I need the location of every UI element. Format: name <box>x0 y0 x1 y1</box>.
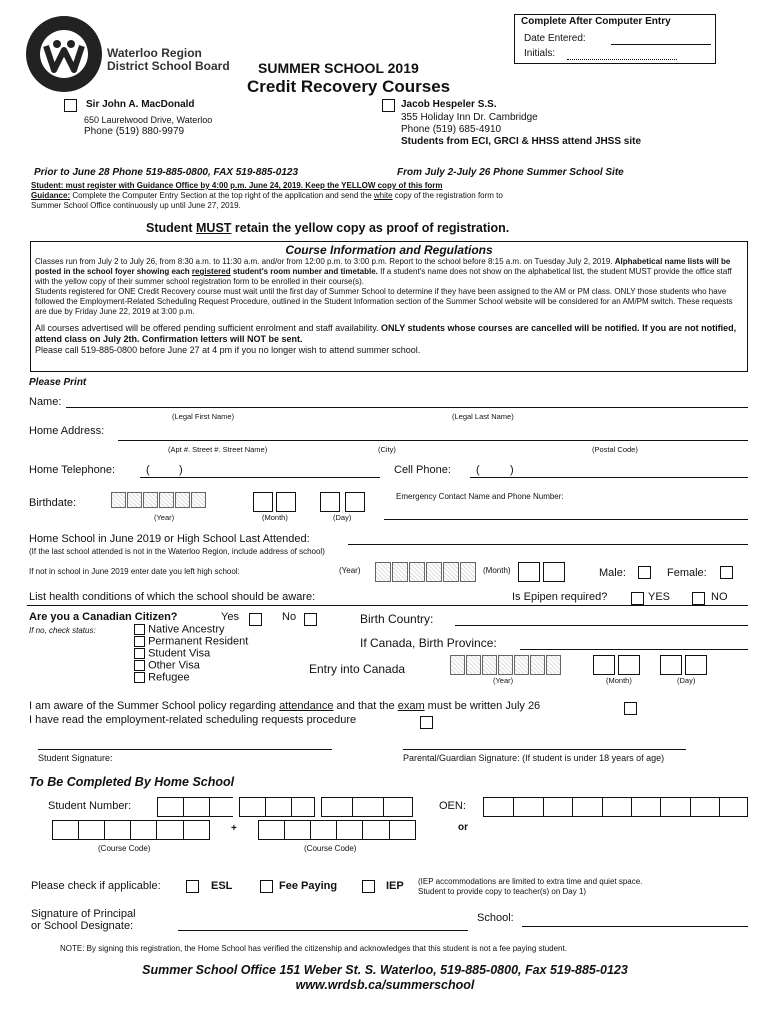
female-label: Female: <box>667 567 707 579</box>
student-signature-field[interactable] <box>38 749 332 750</box>
retain-notice <box>146 221 509 235</box>
epipen-no-label: NO <box>711 591 728 603</box>
p1e: If a student's name does not show on the alphabetical list, the student MUST provide the office staff with the yellow copy of their summer school registration form to be enrolled in their course(s). <box>35 267 732 286</box>
retain-post: retain the yellow copy as proof of registration. <box>231 221 510 235</box>
birthdate-label: Birthdate: <box>29 497 77 509</box>
wrdsb-logo <box>24 14 104 94</box>
board-name-line2: District School Board <box>107 59 230 73</box>
initials-label: Initials: <box>524 48 556 59</box>
course-info-p3 <box>35 323 743 345</box>
course-code-1-caption: (Course Code) <box>98 844 151 853</box>
birth-province-field[interactable] <box>520 649 748 650</box>
reg-guidance-line <box>31 191 503 200</box>
left-month-box-1[interactable] <box>518 562 540 582</box>
left-year-boxes[interactable] <box>375 562 477 587</box>
oen-boxes[interactable] <box>483 797 748 817</box>
home-telephone-field[interactable] <box>140 477 380 478</box>
school-field[interactable] <box>522 926 748 927</box>
left-month-box-2[interactable] <box>543 562 565 582</box>
p3a: All courses advertised will be offered pending sufficient enrolment and staff availability. <box>35 323 382 333</box>
status-refugee-label: Refugee <box>148 671 190 684</box>
office-box-title: Complete After Computer Entry <box>521 16 671 27</box>
emergency-contact-label: Emergency Contact Name and Phone Number: <box>396 492 564 501</box>
home-school-field[interactable] <box>348 544 748 545</box>
status-student-visa-label: Student Visa <box>148 647 211 660</box>
please-print: Please Print <box>29 377 87 388</box>
left-year-caption: (Year) <box>339 566 361 575</box>
page-subtitle: Credit Recovery Courses <box>247 77 451 96</box>
fee-paying-checkbox[interactable] <box>260 880 273 893</box>
birth-month-caption: (Month) <box>262 513 288 522</box>
birth-province-label: If Canada, Birth Province: <box>360 636 497 650</box>
student-signature-label: Student Signature: <box>38 753 113 763</box>
principal-label-1: Signature of Principal <box>31 908 136 920</box>
status-permanent-label: Permanent Resident <box>148 635 249 648</box>
status-other-visa[interactable] <box>134 660 248 672</box>
citizen-no-checkbox[interactable] <box>304 613 317 626</box>
or-label: or <box>458 822 468 833</box>
cell-phone-field[interactable] <box>470 477 748 478</box>
footer-address: Summer School Office 151 Weber St. S. Waterloo, 519-885-0800, Fax 519-885-0123 <box>142 963 628 977</box>
check-applicable-label: Please check if applicable: <box>31 880 161 892</box>
site2-checkbox[interactable] <box>382 99 395 112</box>
principal-signature-field[interactable] <box>178 930 468 931</box>
citizen-yes-label: Yes <box>221 611 239 623</box>
school-label: School: <box>477 912 514 924</box>
if-no-label: If no, check status: <box>29 626 96 635</box>
status-list <box>134 624 248 684</box>
birth-day-box-1[interactable] <box>320 492 340 512</box>
male-checkbox[interactable] <box>638 566 651 579</box>
birth-country-field[interactable] <box>455 625 748 626</box>
site1-name: Sir John A. MacDonald <box>86 99 195 110</box>
esl-checkbox[interactable] <box>186 880 199 893</box>
home-address-field[interactable] <box>118 440 748 441</box>
not-in-school-label: If not in school in June 2019 enter date you left high school: <box>29 567 240 576</box>
birth-year-boxes[interactable] <box>111 492 207 513</box>
course-code-2-boxes[interactable] <box>258 820 416 840</box>
entry-day-box-1[interactable] <box>660 655 682 675</box>
epipen-no-checkbox[interactable] <box>692 592 705 605</box>
epipen-yes-checkbox[interactable] <box>631 592 644 605</box>
entry-day-box-2[interactable] <box>685 655 707 675</box>
reg-white: white <box>373 191 393 200</box>
awareness-checkbox[interactable] <box>624 702 637 715</box>
cell-paren-close: ) <box>510 464 514 476</box>
footer-website[interactable]: www.wrdsb.ca/summerschool <box>295 978 475 992</box>
iep-note-2: Student to provide copy to teacher(s) on Day 1) <box>418 887 587 896</box>
course-code-1-boxes[interactable] <box>52 820 210 840</box>
p3b: ONLY students whose courses are cancelled will be notified. If you are not notified, attend class on July 2th. Confirmation letters will NOT be sent. <box>35 323 737 344</box>
city-caption: (City) <box>378 445 396 454</box>
site2-phone: Phone (519) 685-4910 <box>401 124 502 135</box>
verification-note: NOTE: By signing this registration, the Home School has verified the citizenship and acknowledges that this student is not a fee paying student. <box>60 944 567 953</box>
reg-line2a: Complete the Computer Entry Section at the top right of the application and send the <box>70 191 374 200</box>
reg-line3: Summer School Office continuously up until June 27, 2019. <box>31 201 241 210</box>
status-native-label: Native Ancestry <box>148 623 225 636</box>
site1-address: 650 Laurelwood Drive, Waterloo <box>84 115 213 125</box>
student-number-label: Student Number: <box>48 800 132 812</box>
p1d: student's room number and timetable. <box>230 267 378 276</box>
course-info-p4: Please call 519-885-0800 before June 27 at 4 pm if you no longer wish to attend summer school. <box>35 345 421 355</box>
parent-signature-field[interactable] <box>403 749 686 750</box>
health-field[interactable] <box>27 605 748 606</box>
legal-first-caption: (Legal First Name) <box>172 412 235 421</box>
office-entry-box <box>514 14 716 64</box>
site2-name: Jacob Hespeler S.S. <box>401 99 497 110</box>
board-name-line1: Waterloo Region <box>107 46 202 60</box>
aware-c: must be written July 26 <box>424 700 541 712</box>
esl-label: ESL <box>211 880 233 892</box>
fee-paying-label: Fee Paying <box>279 880 338 892</box>
name-label: Name: <box>29 396 62 408</box>
epipen-label: Is Epipen required? <box>512 591 608 603</box>
emergency-contact-field[interactable] <box>384 519 748 520</box>
birth-year-caption: (Year) <box>154 513 175 522</box>
entry-canada-label: Entry into Canada <box>309 662 406 676</box>
aware-a: I am aware of the Summer School policy regarding <box>29 700 280 712</box>
principal-label-2: or School Designate: <box>31 920 134 932</box>
home-tel-paren-open: ( <box>146 464 150 476</box>
postal-caption: (Postal Code) <box>592 445 638 454</box>
home-school-heading: To Be Completed By Home School <box>29 775 235 789</box>
p1b: Alphabetical name lists will be posted in the school foyer showing each <box>35 257 731 276</box>
site2-note: Students from ECI, GRCI & HHSS attend JHSS site <box>401 136 642 147</box>
p1c: registered <box>191 267 231 276</box>
retain-must: MUST <box>196 221 232 235</box>
oen-label: OEN: <box>439 800 466 812</box>
course-info-heading: Course Information and Regulations <box>285 243 493 257</box>
site1-checkbox[interactable] <box>64 99 77 112</box>
reg-student-line: Student: must register with Guidance Office by 4:00 p.m. June 24, 2019. Keep the YELLOW copy of this form <box>31 181 443 190</box>
read-procedure-statement: I have read the employment-related scheduling requests procedure <box>29 714 357 726</box>
home-school-note: (If the last school attended is not in the Waterloo Region, include address of school) <box>29 547 325 556</box>
health-label: List health conditions of which the school should be aware: <box>29 591 316 603</box>
female-checkbox[interactable] <box>720 566 733 579</box>
entry-month-caption: (Month) <box>606 676 632 685</box>
retain-pre: Student <box>146 221 196 235</box>
citizen-question: Are you a Canadian Citizen? <box>29 611 178 623</box>
awareness-statement <box>29 700 540 712</box>
date-entered-field[interactable] <box>611 44 711 45</box>
contact-during: From July 2-July 26 Phone Summer School Site <box>397 167 624 178</box>
initials-field[interactable] <box>567 59 677 60</box>
home-school-label: Home School in June 2019 or High School Last Attended: <box>29 533 310 545</box>
birth-day-caption: (Day) <box>333 513 352 522</box>
status-student-visa[interactable] <box>134 648 248 660</box>
apt-caption: (Apt #. Street #. Street Name) <box>168 445 268 454</box>
status-other-visa-label: Other Visa <box>148 659 200 672</box>
date-entered-label: Date Entered: <box>524 33 586 44</box>
status-permanent[interactable] <box>134 636 248 648</box>
aware-exam: exam <box>397 700 425 712</box>
course-info-p1 <box>35 257 743 287</box>
site2-address: 355 Holiday Inn Dr. Cambridge <box>401 112 538 123</box>
left-month-caption: (Month) <box>483 566 511 575</box>
course-info-box <box>30 241 748 372</box>
status-native[interactable] <box>134 624 248 636</box>
birth-month-box-2[interactable] <box>276 492 296 512</box>
cell-phone-label: Cell Phone: <box>394 464 451 476</box>
parent-signature-label: Parental/Guardian Signature: (If student is under 18 years of age) <box>403 753 665 763</box>
birth-day-box-2[interactable] <box>345 492 365 512</box>
birth-country-label: Birth Country: <box>360 612 434 626</box>
entry-month-box-2[interactable] <box>618 655 640 675</box>
contact-before: Prior to June 28 Phone 519-885-0800, FAX 519-885-0123 <box>34 167 299 178</box>
cell-paren-open: ( <box>476 464 480 476</box>
guidance-label: Guidance: <box>31 191 71 200</box>
read-procedure-checkbox[interactable] <box>420 716 433 729</box>
course-info-p2: Students registered for ONE Credit Recovery course must wait until the first day of Summer School to determine if they have been assigned to the AM or PM class. ONLY those students who have followed the Employment-Related Scheduling Request Procedure, outlined in the Student Information section of the Summer School website will be considered for an AM/PM switch. These requests are due by Friday June 22, 2019 at 3:00 p.m. <box>35 287 733 316</box>
status-refugee[interactable] <box>134 672 248 684</box>
iep-note-1: (IEP accommodations are limited to extra time and quiet space. <box>418 877 643 886</box>
course-code-2-caption: (Course Code) <box>304 844 357 853</box>
citizen-yes-checkbox[interactable] <box>249 613 262 626</box>
name-field[interactable] <box>66 407 748 408</box>
student-number-boxes[interactable] <box>157 797 413 817</box>
entry-year-caption: (Year) <box>493 676 514 685</box>
epipen-yes-label: YES <box>648 591 671 603</box>
iep-label: IEP <box>386 880 404 892</box>
page-title: SUMMER SCHOOL 2019 <box>258 60 419 76</box>
course-plus: + <box>231 823 237 834</box>
entry-day-caption: (Day) <box>677 676 696 685</box>
reg-line2b: copy of the registration form to <box>392 191 503 200</box>
home-address-label: Home Address: <box>29 425 105 437</box>
iep-checkbox[interactable] <box>362 880 375 893</box>
site1-phone: Phone (519) 880-9979 <box>84 126 185 137</box>
entry-month-box-1[interactable] <box>593 655 615 675</box>
aware-b: and that the <box>333 700 398 712</box>
aware-attendance: attendance <box>279 700 334 712</box>
legal-last-caption: (Legal Last Name) <box>452 412 514 421</box>
birth-month-box-1[interactable] <box>253 492 273 512</box>
home-tel-paren-close: ) <box>179 464 183 476</box>
home-telephone-label: Home Telephone: <box>29 464 116 476</box>
p1a: Classes run from July 2 to July 26, from 8:30 a.m. to 11:30 a.m. and/or from 12:00 p.m. to 3:00 p.m. Report to the school before 8:15 a.m. on Tuesday July 2, 2019. <box>35 257 615 266</box>
male-label: Male: <box>599 567 626 579</box>
citizen-no-label: No <box>282 611 297 623</box>
